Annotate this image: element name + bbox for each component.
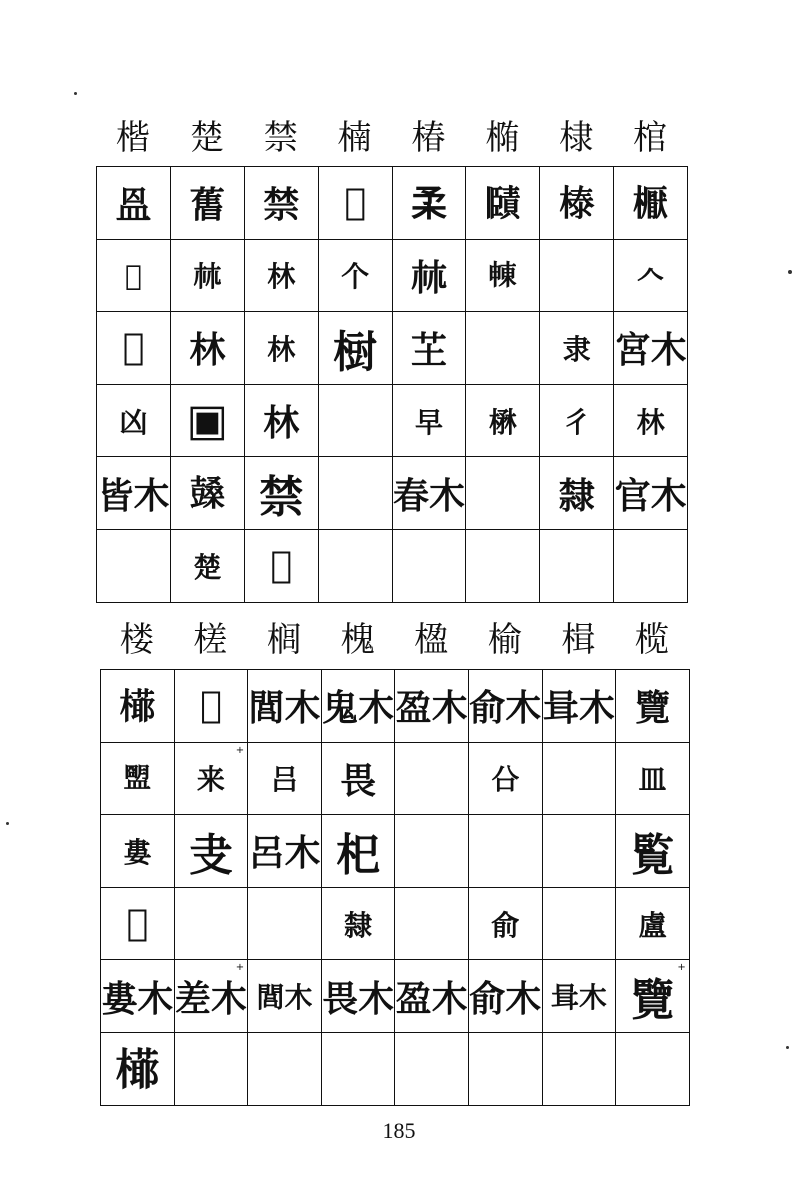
glyph-cell <box>101 960 175 1033</box>
glyph-cell <box>248 815 322 888</box>
seal-script-glyph: 吕 <box>270 763 299 797</box>
seal-script-glyph: 覽 <box>634 688 671 730</box>
glyph-cell <box>321 742 395 815</box>
glyph-cell <box>248 1032 322 1105</box>
table-row <box>101 887 690 960</box>
glyph-cell <box>542 815 616 888</box>
seal-script-glyph: 林 <box>189 330 226 372</box>
seal-script-glyph: 盈木 <box>395 688 468 730</box>
cell-mark: + <box>235 744 245 756</box>
column-header: 禁 <box>263 118 298 158</box>
glyph-cell <box>97 312 171 385</box>
glyph-cell <box>466 457 540 530</box>
seal-script-glyph: 禁 <box>259 472 304 524</box>
seal-script-glyph: 𥁕 <box>115 185 152 227</box>
glyph-cell <box>468 960 542 1033</box>
glyph-cell <box>395 1032 469 1105</box>
seal-script-glyph: 𠃬 <box>122 327 145 369</box>
glyph-cell <box>321 1032 395 1105</box>
glyph-cell <box>97 457 171 530</box>
seal-script-glyph: 覧 <box>630 829 675 881</box>
glyph-cell <box>170 529 244 602</box>
glyph-cell <box>395 670 469 743</box>
seal-script-glyph: 楚 <box>193 550 222 584</box>
glyph-cell <box>540 384 614 457</box>
seal-script-glyph: 𣏟 <box>193 260 222 294</box>
glyph-cell <box>170 312 244 385</box>
seal-script-glyph: 婁 <box>123 835 152 869</box>
seal-script-glyph: 𣌾 <box>488 259 517 293</box>
cell-mark: + <box>677 962 686 974</box>
glyph-cell <box>542 742 616 815</box>
seal-script-glyph: 𣚋 <box>119 686 156 728</box>
glyph-cell <box>318 239 392 312</box>
seal-script-glyph: 春木 <box>393 475 466 517</box>
seal-script-glyph: 差木 <box>174 978 247 1020</box>
glyph-cell <box>318 529 392 602</box>
seal-script-glyph: 畏 <box>340 760 377 802</box>
glyph-cell <box>101 670 175 743</box>
glyph-cell <box>97 239 171 312</box>
column-header: 楫 <box>561 620 596 660</box>
glyph-cell <box>244 384 318 457</box>
scan-speck <box>6 822 9 825</box>
column-header: 榈 <box>266 620 301 660</box>
table-row <box>97 312 688 385</box>
glyph-cell <box>244 167 318 240</box>
column-header: 楠 <box>337 118 372 158</box>
seal-script-glyph: 彳 <box>562 405 591 439</box>
glyph-cell <box>614 239 688 312</box>
seal-script-glyph: 𣞙 <box>189 474 226 516</box>
seal-script-glyph: 林 <box>263 403 300 445</box>
scan-speck <box>74 92 77 95</box>
glyph-cell <box>244 239 318 312</box>
seal-script-glyph: 閭木 <box>248 688 321 730</box>
glyph-cell <box>466 312 540 385</box>
glyph-cell <box>540 167 614 240</box>
seal-script-glyph: 来 <box>196 763 225 797</box>
glyph-cell <box>395 815 469 888</box>
glyph-cell <box>542 670 616 743</box>
glyph-cell <box>170 457 244 530</box>
glyph-cell <box>542 960 616 1033</box>
seal-script-glyph: 官木 <box>614 475 687 517</box>
glyph-cell <box>542 1032 616 1105</box>
glyph-cell <box>318 167 392 240</box>
glyph-cell <box>248 887 322 960</box>
glyph-cell <box>244 457 318 530</box>
glyph-cell <box>616 887 690 960</box>
seal-script-glyph: 个 <box>341 260 370 294</box>
glyph-cell <box>616 670 690 743</box>
section2-header-row <box>100 620 689 660</box>
seal-script-glyph: 𥈦 <box>125 258 142 292</box>
seal-script-glyph: 𣝓 <box>632 183 669 225</box>
seal-script-glyph: 宮木 <box>614 330 687 372</box>
seal-script-glyph: 𣚋 <box>115 1044 160 1096</box>
glyph-cell <box>97 167 171 240</box>
glyph-cell <box>392 457 466 530</box>
glyph-cell <box>466 529 540 602</box>
column-header: 楚 <box>189 118 224 158</box>
glyph-cell <box>174 1032 248 1105</box>
scan-speck <box>786 1046 789 1049</box>
section2-glyph-table <box>100 669 690 1106</box>
seal-script-glyph: 咠木 <box>542 688 615 730</box>
glyph-cell <box>321 960 395 1033</box>
seal-script-glyph: 叏 <box>188 829 233 881</box>
glyph-cell <box>392 167 466 240</box>
seal-script-glyph: 畏木 <box>322 978 395 1020</box>
page-number: 185 <box>382 1118 416 1143</box>
glyph-cell <box>392 239 466 312</box>
seal-script-glyph: 盈木 <box>395 978 468 1020</box>
column-header: 棣 <box>559 118 594 158</box>
seal-script-glyph: 婁木 <box>101 978 174 1020</box>
seal-script-glyph: 𡟾 <box>126 903 149 945</box>
scan-speck <box>788 270 792 274</box>
seal-script-glyph: 盧 <box>638 908 667 942</box>
glyph-cell <box>248 960 322 1033</box>
seal-script-glyph: 𧷤 <box>484 183 521 225</box>
column-header: 楷 <box>115 118 150 158</box>
glyph-cell <box>392 384 466 457</box>
column-header: 楹 <box>414 620 449 660</box>
glyph-cell <box>174 742 248 815</box>
cell-mark: + <box>235 962 245 974</box>
glyph-cell <box>321 887 395 960</box>
glyph-cell <box>616 742 690 815</box>
column-header: 椭 <box>485 118 520 158</box>
seal-script-glyph: 林 <box>267 332 296 366</box>
glyph-cell <box>616 960 690 1033</box>
section1-header-row <box>96 118 687 158</box>
glyph-cell <box>321 670 395 743</box>
table-row <box>97 239 688 312</box>
seal-script-glyph: 閭木 <box>256 981 313 1015</box>
seal-script-glyph: 隸 <box>558 475 595 517</box>
seal-script-glyph: 𣏟 <box>411 257 448 299</box>
glyph-cell <box>466 384 540 457</box>
glyph-cell <box>174 887 248 960</box>
seal-script-glyph: 早 <box>415 405 444 439</box>
glyph-cell <box>616 1032 690 1105</box>
glyph-cell <box>97 529 171 602</box>
seal-script-glyph: 凶 <box>119 405 148 439</box>
seal-script-glyph: 鬼木 <box>322 688 395 730</box>
seal-script-glyph: 咠木 <box>550 981 607 1015</box>
glyph-cell <box>318 312 392 385</box>
seal-script-glyph: 𣗘 <box>558 183 595 225</box>
glyph-cell <box>170 167 244 240</box>
glyph-cell <box>248 670 322 743</box>
seal-script-glyph: 林 <box>267 260 296 294</box>
seal-script-glyph: 禁 <box>263 185 300 227</box>
glyph-cell <box>321 815 395 888</box>
glyph-cell <box>540 457 614 530</box>
table-row <box>101 960 690 1033</box>
glyph-cell <box>468 1032 542 1105</box>
seal-script-glyph: 𦔀 <box>270 545 293 587</box>
glyph-cell <box>540 529 614 602</box>
glyph-cell <box>614 529 688 602</box>
seal-script-glyph: 𥂗 <box>123 762 152 796</box>
seal-script-glyph: 隸 <box>344 908 373 942</box>
table-row <box>97 384 688 457</box>
glyph-cell <box>174 815 248 888</box>
glyph-cell <box>616 815 690 888</box>
glyph-cell <box>318 457 392 530</box>
table-row <box>97 529 688 602</box>
seal-script-glyph: 𣏌 <box>336 829 381 881</box>
table-row <box>101 742 690 815</box>
glyph-cell <box>244 529 318 602</box>
seal-script-glyph: 呂木 <box>248 833 321 875</box>
glyph-cell <box>614 167 688 240</box>
seal-script-glyph: 𦾔 <box>189 185 226 227</box>
seal-script-glyph: 𣏗 <box>411 183 448 225</box>
column-header: 榄 <box>634 620 669 660</box>
seal-script-glyph: 俞木 <box>469 978 542 1020</box>
glyph-cell <box>614 384 688 457</box>
glyph-cell <box>468 887 542 960</box>
seal-script-glyph: 覽 <box>630 975 675 1027</box>
seal-script-glyph: 林 <box>636 405 665 439</box>
glyph-cell <box>468 815 542 888</box>
seal-script-glyph: 𣗳 <box>333 326 378 378</box>
seal-script-glyph: 俞 <box>491 908 520 942</box>
seal-script-glyph: 㕣 <box>491 763 520 797</box>
seal-script-glyph: ▣ <box>186 395 229 447</box>
glyph-cell <box>614 457 688 530</box>
column-header: 椿 <box>411 118 446 158</box>
glyph-cell <box>466 239 540 312</box>
glyph-cell <box>468 742 542 815</box>
seal-script-glyph: 俞木 <box>469 688 542 730</box>
table-row <box>101 1032 690 1105</box>
seal-script-glyph: 𠆢 <box>636 260 665 294</box>
seal-script-glyph: 皆木 <box>97 475 170 517</box>
glyph-cell <box>174 960 248 1033</box>
glyph-cell <box>466 167 540 240</box>
glyph-cell <box>97 384 171 457</box>
table-row <box>97 457 688 530</box>
column-header: 榆 <box>487 620 522 660</box>
seal-script-glyph: 隶 <box>562 332 591 366</box>
section1-glyph-table <box>96 166 688 603</box>
table-row <box>101 670 690 743</box>
seal-script-glyph: 芏 <box>411 330 448 372</box>
glyph-cell <box>392 312 466 385</box>
seal-script-glyph: 𣜩 <box>200 685 222 727</box>
column-header: 槎 <box>193 620 228 660</box>
column-header: 槐 <box>340 620 375 660</box>
glyph-cell <box>101 742 175 815</box>
seal-script-glyph: 楙 <box>488 405 517 439</box>
glyph-cell <box>540 239 614 312</box>
glyph-cell <box>542 887 616 960</box>
table-row <box>101 815 690 888</box>
seal-script-glyph: 皿 <box>638 763 667 797</box>
column-header: 棺 <box>633 118 668 158</box>
glyph-cell <box>170 384 244 457</box>
glyph-cell <box>395 887 469 960</box>
glyph-cell <box>395 960 469 1033</box>
glyph-cell <box>614 312 688 385</box>
glyph-cell <box>395 742 469 815</box>
table-row <box>97 167 688 240</box>
seal-script-glyph: 𣖅 <box>344 182 366 224</box>
glyph-cell <box>170 239 244 312</box>
column-header: 楼 <box>119 620 154 660</box>
glyph-cell <box>318 384 392 457</box>
glyph-cell <box>174 670 248 743</box>
glyph-cell <box>540 312 614 385</box>
glyph-cell <box>468 670 542 743</box>
glyph-cell <box>248 742 322 815</box>
glyph-cell <box>392 529 466 602</box>
glyph-cell <box>101 887 175 960</box>
glyph-cell <box>101 815 175 888</box>
glyph-cell <box>244 312 318 385</box>
glyph-cell <box>101 1032 175 1105</box>
